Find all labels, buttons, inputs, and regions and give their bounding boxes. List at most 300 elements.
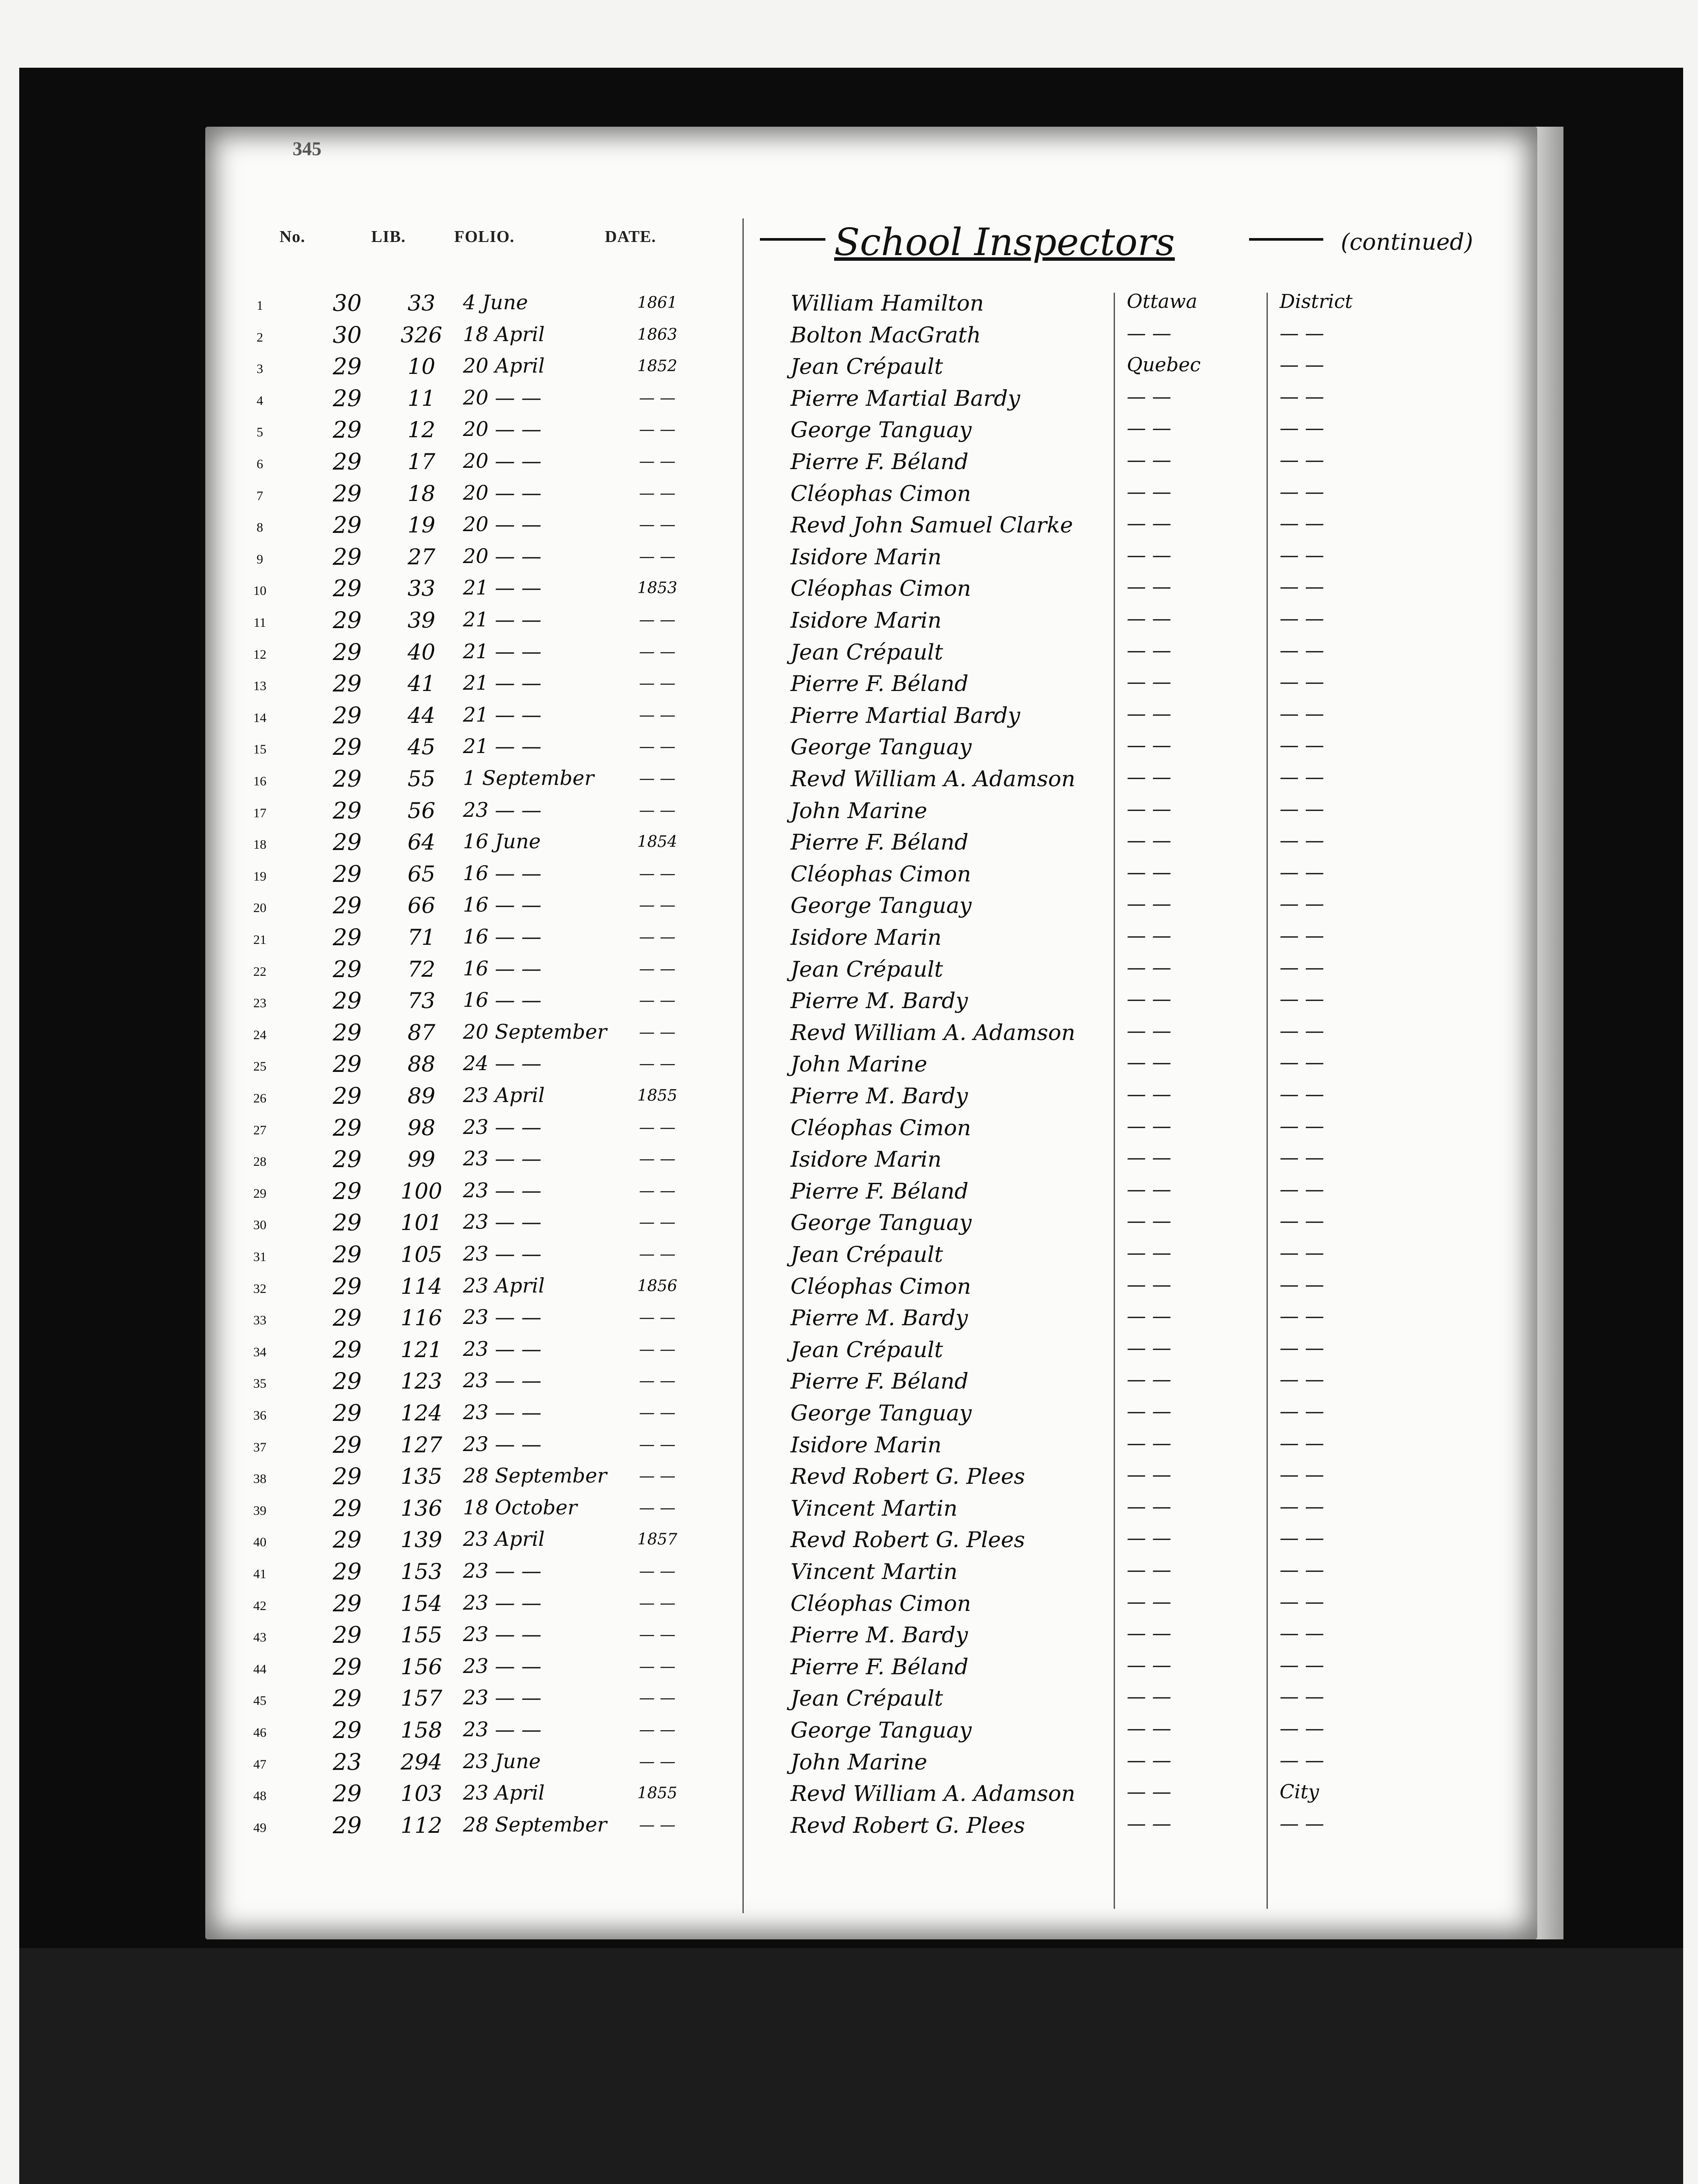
city-name: — — xyxy=(1127,1178,1171,1201)
entry-date: 18 April xyxy=(463,322,545,346)
district-name: — — xyxy=(1280,1368,1324,1391)
city-name: — — xyxy=(1127,512,1171,535)
entry-year: — — xyxy=(639,1721,676,1739)
entry-year: — — xyxy=(639,1213,676,1232)
district-name: — — xyxy=(1280,1273,1324,1296)
inspector-name: Revd William A. Adamson xyxy=(790,1019,1076,1045)
entry-date: 18 October xyxy=(463,1495,577,1519)
district-name: — — xyxy=(1280,1242,1324,1264)
entry-year: — — xyxy=(639,1023,676,1041)
folio-number: 89 xyxy=(407,1083,435,1109)
entry-date: 23 — — xyxy=(463,1242,542,1265)
inspector-name: Jean Crépault xyxy=(790,1242,943,1267)
city-name: — — xyxy=(1127,417,1171,440)
folio-number: 100 xyxy=(400,1178,442,1204)
inspector-name: Revd Robert G. Plees xyxy=(790,1812,1025,1838)
table-row xyxy=(205,1591,1537,1622)
lib-number: 29 xyxy=(332,1210,362,1237)
folio-number: 88 xyxy=(407,1051,435,1077)
entry-year: — — xyxy=(639,421,676,439)
city-name: — — xyxy=(1127,1781,1171,1804)
entry-date: 4 June xyxy=(463,290,528,314)
table-row xyxy=(205,1781,1537,1812)
district-name: — — xyxy=(1280,449,1324,471)
table-row xyxy=(205,322,1537,354)
table-row xyxy=(205,829,1537,861)
city-name: Ottawa xyxy=(1127,290,1198,313)
district-name: — — xyxy=(1280,1210,1324,1233)
table-row xyxy=(205,1051,1537,1083)
folio-number: 99 xyxy=(407,1147,435,1172)
lib-number: 29 xyxy=(332,576,362,602)
folio-number: 33 xyxy=(407,576,435,601)
city-name: — — xyxy=(1127,1622,1171,1645)
city-name: — — xyxy=(1127,1400,1171,1423)
header-date: DATE. xyxy=(605,228,656,246)
inspector-name: George Tanguay xyxy=(790,1210,972,1236)
entry-year: — — xyxy=(639,738,676,756)
lib-number: 29 xyxy=(332,1019,362,1046)
entry-date: 23 April xyxy=(463,1273,545,1297)
inspector-name: Cléophas Cimon xyxy=(790,1273,971,1299)
inspector-name: John Marine xyxy=(790,798,928,823)
entry-date: 16 June xyxy=(463,829,541,854)
district-name: — — xyxy=(1280,1115,1324,1137)
city-name: — — xyxy=(1127,1368,1171,1391)
entry-number: 19 xyxy=(253,869,266,884)
entry-year: — — xyxy=(639,1467,676,1486)
entry-date: 20 — — xyxy=(463,512,542,536)
inspector-name: George Tanguay xyxy=(790,417,972,443)
table-row xyxy=(205,1559,1537,1590)
inspector-name: Cléophas Cimon xyxy=(790,576,971,601)
entry-year: — — xyxy=(639,1245,676,1263)
entry-date: 23 — — xyxy=(463,798,542,822)
entry-number: 2 xyxy=(256,330,263,345)
entry-year: — — xyxy=(639,706,676,724)
table-row xyxy=(205,290,1537,322)
entry-number: 14 xyxy=(253,710,266,725)
title-dash-right xyxy=(1249,238,1323,241)
title-dash-left xyxy=(760,238,825,241)
folio-number: 66 xyxy=(407,893,435,919)
lib-number: 29 xyxy=(332,480,362,507)
lib-number: 29 xyxy=(332,1178,362,1205)
entry-number: 44 xyxy=(253,1662,266,1676)
entry-year: — — xyxy=(639,484,676,502)
lib-number: 29 xyxy=(332,1590,362,1617)
entry-number: 4 xyxy=(256,393,263,408)
entry-year: — — xyxy=(639,643,676,661)
inspector-name: Revd John Samuel Clarke xyxy=(790,512,1073,538)
inspector-name: Cléophas Cimon xyxy=(790,1115,971,1140)
entry-date: 24 — — xyxy=(463,1051,542,1075)
district-name: — — xyxy=(1280,1051,1324,1074)
lib-number: 29 xyxy=(332,956,362,983)
folio-number: 71 xyxy=(407,925,435,950)
entry-date: 23 — — xyxy=(463,1717,542,1741)
city-name: — — xyxy=(1127,925,1171,947)
lib-number: 29 xyxy=(332,1400,362,1427)
lib-number: 29 xyxy=(332,1432,362,1458)
entry-date: 23 — — xyxy=(463,1559,542,1583)
inspector-name: Pierre F. Béland xyxy=(790,671,969,697)
entry-year: — — xyxy=(639,1689,676,1707)
entry-date: 16 — — xyxy=(463,925,542,948)
folio-number: 18 xyxy=(407,480,435,506)
table-row xyxy=(205,608,1537,639)
inspector-name: Jean Crépault xyxy=(790,354,943,380)
lib-number: 29 xyxy=(332,671,362,698)
entry-date: 21 — — xyxy=(463,608,542,631)
city-name: — — xyxy=(1127,322,1171,345)
lib-number: 29 xyxy=(332,449,362,475)
city-name: — — xyxy=(1127,608,1171,630)
entry-date: 21 — — xyxy=(463,576,542,600)
table-row xyxy=(205,957,1537,988)
entry-year: 1861 xyxy=(637,294,677,312)
entry-number: 39 xyxy=(253,1503,266,1518)
entry-number: 47 xyxy=(253,1757,266,1772)
entry-number: 11 xyxy=(253,615,266,630)
district-name: — — xyxy=(1280,734,1324,757)
inspector-name: George Tanguay xyxy=(790,1400,972,1426)
entry-year: — — xyxy=(639,1372,676,1390)
lib-number: 29 xyxy=(332,1464,362,1490)
table-row xyxy=(205,1496,1537,1527)
entry-year: — — xyxy=(639,1499,676,1517)
entry-year: 1854 xyxy=(637,833,677,851)
entry-year: — — xyxy=(639,674,676,693)
entry-year: — — xyxy=(639,864,676,883)
entry-date: 20 — — xyxy=(463,417,542,441)
table-row xyxy=(205,1178,1537,1210)
city-name: — — xyxy=(1127,1210,1171,1233)
entry-number: 25 xyxy=(253,1059,266,1074)
entry-number: 18 xyxy=(253,837,266,852)
header-folio: FOLIO. xyxy=(454,228,514,246)
table-row xyxy=(205,354,1537,385)
entry-year: 1863 xyxy=(637,325,677,344)
entry-date: 23 — — xyxy=(463,1210,542,1234)
inspector-name: Vincent Martin xyxy=(790,1495,958,1521)
entry-year: — — xyxy=(639,1752,676,1771)
lib-number: 29 xyxy=(332,1654,362,1680)
inspector-name: Pierre M. Bardy xyxy=(790,1083,968,1109)
inspector-name: Pierre M. Bardy xyxy=(790,988,968,1014)
folio-number: 55 xyxy=(407,766,435,791)
city-name: — — xyxy=(1127,544,1171,567)
city-name: — — xyxy=(1127,1242,1171,1264)
city-name: — — xyxy=(1127,639,1171,662)
table-row xyxy=(205,1210,1537,1241)
lib-number: 29 xyxy=(332,1527,362,1554)
table-row xyxy=(205,671,1537,702)
table-row xyxy=(205,1020,1537,1051)
table-row xyxy=(205,1654,1537,1686)
inspector-name: George Tanguay xyxy=(790,734,972,760)
inspector-name: Jean Crépault xyxy=(790,639,943,665)
table-row xyxy=(205,1368,1537,1400)
entry-date: 20 — — xyxy=(463,544,542,568)
inspector-name: Pierre M. Bardy xyxy=(790,1305,968,1331)
folio-number: 153 xyxy=(400,1559,442,1584)
inspector-name: Isidore Marin xyxy=(790,925,942,950)
city-name: — — xyxy=(1127,1527,1171,1550)
entry-number: 36 xyxy=(253,1408,266,1423)
inspector-name: Jean Crépault xyxy=(790,956,943,982)
lib-number: 29 xyxy=(332,1337,362,1363)
lib-number: 29 xyxy=(332,988,362,1015)
inspector-name: Pierre Martial Bardy xyxy=(790,702,1020,728)
folio-number: 65 xyxy=(407,861,435,887)
entry-date: 28 September xyxy=(463,1464,607,1488)
entry-year: — — xyxy=(639,896,676,915)
inspector-name: Cléophas Cimon xyxy=(790,1590,971,1616)
table-row xyxy=(205,925,1537,956)
lib-number: 29 xyxy=(332,1686,362,1712)
lib-number: 29 xyxy=(332,1051,362,1078)
table-row xyxy=(205,988,1537,1019)
inspector-name: Revd Robert G. Plees xyxy=(790,1527,1025,1553)
entry-year: — — xyxy=(639,1816,676,1834)
district-name: — — xyxy=(1280,1083,1324,1106)
entry-year: 1856 xyxy=(637,1277,677,1295)
entry-date: 23 — — xyxy=(463,1400,542,1424)
entry-year: — — xyxy=(639,1340,676,1358)
entry-date: 28 September xyxy=(463,1812,607,1836)
city-name: — — xyxy=(1127,1686,1171,1708)
lib-number: 29 xyxy=(332,798,362,824)
entry-year: — — xyxy=(639,1055,676,1073)
entry-year: — — xyxy=(639,547,676,566)
inspector-name: George Tanguay xyxy=(790,1717,972,1743)
entry-number: 28 xyxy=(253,1154,266,1169)
lib-number: 29 xyxy=(332,702,362,729)
table-row xyxy=(205,449,1537,480)
lib-number: 29 xyxy=(332,1781,362,1807)
table-row xyxy=(205,861,1537,893)
lib-number: 29 xyxy=(332,1083,362,1109)
inspector-name: Cléophas Cimon xyxy=(790,480,971,506)
folio-number: 27 xyxy=(407,544,435,570)
folio-number: 136 xyxy=(400,1495,442,1521)
folio-number: 64 xyxy=(407,829,435,855)
inspector-name: Isidore Marin xyxy=(790,608,942,633)
lib-number: 29 xyxy=(332,1368,362,1395)
district-name: — — xyxy=(1280,1717,1324,1740)
city-name: — — xyxy=(1127,671,1171,694)
entry-year: — — xyxy=(639,928,676,946)
lib-number: 30 xyxy=(332,290,362,317)
folio-number: 139 xyxy=(400,1527,442,1553)
inspector-name: Jean Crépault xyxy=(790,1686,943,1711)
district-name: — — xyxy=(1280,956,1324,979)
lib-number: 29 xyxy=(332,766,362,792)
district-name: — — xyxy=(1280,1559,1324,1581)
table-row xyxy=(205,1686,1537,1717)
entry-date: 16 — — xyxy=(463,861,542,885)
district-name: — — xyxy=(1280,1654,1324,1676)
entry-date: 23 April xyxy=(463,1781,545,1805)
entry-number: 23 xyxy=(253,996,266,1011)
inspector-name: Pierre F. Béland xyxy=(790,449,969,474)
entry-year: — — xyxy=(639,1594,676,1612)
table-row xyxy=(205,1432,1537,1464)
entry-number: 33 xyxy=(253,1313,266,1328)
lib-number: 23 xyxy=(332,1749,362,1776)
city-name: — — xyxy=(1127,1083,1171,1106)
folio-number: 19 xyxy=(407,512,435,538)
district-name: — — xyxy=(1280,576,1324,598)
table-row xyxy=(205,893,1537,924)
entry-date: 23 — — xyxy=(463,1147,542,1171)
entry-date: 23 — — xyxy=(463,1432,542,1456)
district-name: — — xyxy=(1280,417,1324,440)
lib-number: 29 xyxy=(332,354,362,380)
table-row xyxy=(205,512,1537,544)
entry-date: 23 — — xyxy=(463,1686,542,1710)
district-name: — — xyxy=(1280,354,1324,377)
folio-number: 158 xyxy=(400,1717,442,1743)
city-name: — — xyxy=(1127,1654,1171,1676)
table-row xyxy=(205,1337,1537,1368)
inspector-name: Revd William A. Adamson xyxy=(790,1781,1076,1807)
district-name: — — xyxy=(1280,988,1324,1011)
inspector-name: Isidore Marin xyxy=(790,1147,942,1172)
district-name: — — xyxy=(1280,829,1324,852)
folio-number: 73 xyxy=(407,988,435,1014)
district-name: — — xyxy=(1280,1147,1324,1169)
table-row xyxy=(205,1464,1537,1495)
folio-number: 87 xyxy=(407,1019,435,1045)
city-name: — — xyxy=(1127,1812,1171,1835)
city-name: — — xyxy=(1127,1749,1171,1772)
lib-number: 29 xyxy=(332,1242,362,1268)
inspector-name: George Tanguay xyxy=(790,893,972,919)
district-name: — — xyxy=(1280,798,1324,820)
film-lower-band xyxy=(19,1948,1683,2184)
city-name: — — xyxy=(1127,1717,1171,1740)
lib-number: 29 xyxy=(332,829,362,856)
inspector-name: Jean Crépault xyxy=(790,1337,943,1362)
district-name: — — xyxy=(1280,702,1324,725)
lib-number: 29 xyxy=(332,639,362,666)
lib-number: 29 xyxy=(332,1812,362,1839)
inspector-name: Pierre Martial Bardy xyxy=(790,385,1020,411)
entry-date: 23 — — xyxy=(463,1305,542,1329)
table-row xyxy=(205,1400,1537,1432)
entry-number: 1 xyxy=(256,298,263,313)
inspector-name: Revd Robert G. Plees xyxy=(790,1464,1025,1489)
folio-number: 326 xyxy=(400,322,442,348)
entry-date: 23 — — xyxy=(463,1590,542,1614)
folio-number: 156 xyxy=(400,1654,442,1679)
entry-number: 29 xyxy=(253,1186,266,1201)
lib-number: 29 xyxy=(332,1622,362,1649)
city-name: — — xyxy=(1127,861,1171,884)
entry-year: 1855 xyxy=(637,1087,677,1105)
lib-number: 29 xyxy=(332,1115,362,1141)
table-row xyxy=(205,766,1537,798)
table-row xyxy=(205,1527,1537,1559)
city-name: Quebec xyxy=(1127,354,1201,377)
entry-date: 20 September xyxy=(463,1019,607,1044)
entry-year: 1853 xyxy=(637,579,677,598)
entry-year: — — xyxy=(639,1309,676,1327)
table-row xyxy=(205,386,1537,417)
inspector-name: Cléophas Cimon xyxy=(790,861,971,887)
table-row xyxy=(205,639,1537,671)
inspector-name: Isidore Marin xyxy=(790,544,942,570)
inspector-name: Pierre F. Béland xyxy=(790,829,969,855)
folio-number: 123 xyxy=(400,1368,442,1394)
lib-number: 29 xyxy=(332,861,362,888)
table-row xyxy=(205,1242,1537,1273)
city-name: — — xyxy=(1127,1495,1171,1518)
table-row xyxy=(205,481,1537,512)
inspector-name: Revd William A. Adamson xyxy=(790,766,1076,791)
entry-number: 49 xyxy=(253,1820,266,1835)
district-name: — — xyxy=(1280,1400,1324,1423)
entry-date: 23 April xyxy=(463,1527,545,1551)
district-name: — — xyxy=(1280,925,1324,947)
entry-date: 21 — — xyxy=(463,702,542,726)
entry-year: — — xyxy=(639,611,676,629)
district-name: — — xyxy=(1280,1527,1324,1550)
lib-number: 29 xyxy=(332,1147,362,1173)
entry-date: 23 — — xyxy=(463,1622,542,1646)
folio-number: 154 xyxy=(400,1590,442,1616)
title-note: (continued) xyxy=(1341,229,1474,256)
entry-date: 20 — — xyxy=(463,449,542,473)
entry-date: 20 — — xyxy=(463,480,542,505)
city-name: — — xyxy=(1127,1051,1171,1074)
city-name: — — xyxy=(1127,1337,1171,1359)
entry-year: — — xyxy=(639,1118,676,1137)
entry-year: — — xyxy=(639,1150,676,1168)
district-name: — — xyxy=(1280,512,1324,535)
table-row xyxy=(205,1274,1537,1305)
entry-number: 26 xyxy=(253,1091,266,1106)
folio-number: 40 xyxy=(407,639,435,665)
city-name: — — xyxy=(1127,480,1171,503)
city-name: — — xyxy=(1127,893,1171,916)
city-name: — — xyxy=(1127,956,1171,979)
register-page xyxy=(205,127,1537,1939)
city-name: — — xyxy=(1127,1147,1171,1169)
inspector-name: Pierre F. Béland xyxy=(790,1178,969,1204)
entry-number: 22 xyxy=(253,964,266,979)
folio-number: 41 xyxy=(407,671,435,697)
entry-date: 21 — — xyxy=(463,734,542,758)
district-name: — — xyxy=(1280,1749,1324,1772)
table-row xyxy=(205,1147,1537,1178)
folio-number: 294 xyxy=(400,1749,442,1775)
entry-number: 12 xyxy=(253,647,266,662)
entry-date: 16 — — xyxy=(463,988,542,1012)
page-title: School Inspectors xyxy=(834,221,1175,264)
folio-number: 135 xyxy=(400,1464,442,1489)
folio-number: 72 xyxy=(407,956,435,982)
table-row xyxy=(205,1717,1537,1749)
folio-number: 105 xyxy=(400,1242,442,1267)
table-row xyxy=(205,1305,1537,1337)
folio-number: 103 xyxy=(400,1781,442,1807)
lib-number: 29 xyxy=(332,385,362,412)
inspector-name: Bolton MacGrath xyxy=(790,322,981,348)
folio-number: 124 xyxy=(400,1400,442,1426)
